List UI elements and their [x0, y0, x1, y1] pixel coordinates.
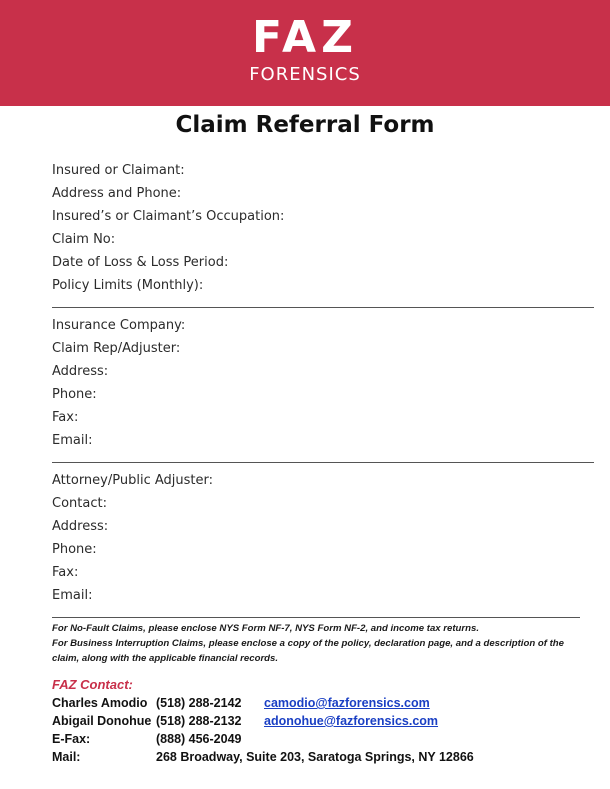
field-insurance-email: Email:: [52, 433, 93, 448]
field-attorney-fax: Fax:: [52, 565, 79, 580]
contact-email-link[interactable]: adonohue@fazforensics.com: [264, 714, 439, 728]
field-insurance-company: Insurance Company:: [52, 318, 186, 333]
divider: [52, 617, 580, 618]
efax-label: E-Fax:: [52, 732, 91, 746]
field-attorney-email: Email:: [52, 588, 93, 603]
contact-email-link[interactable]: camodio@fazforensics.com: [264, 696, 430, 710]
field-attorney-address: Address:: [52, 519, 109, 534]
note-business-interruption: For Business Interruption Claims, please enclose a copy of the policy, declaration page, and a description of the claim, along with the applicable financial records.: [52, 638, 564, 664]
field-attorney-phone: Phone:: [52, 542, 97, 557]
page-title: Claim Referral Form: [175, 112, 435, 138]
divider: [52, 462, 594, 463]
field-attorney-contact: Contact:: [52, 496, 107, 511]
efax-value: (888) 456-2049: [156, 732, 242, 746]
divider: [52, 307, 594, 308]
mail-label: Mail:: [52, 750, 81, 764]
contact-heading: FAZ Contact:: [52, 677, 133, 692]
field-policy-limits: Policy Limits (Monthly):: [52, 278, 204, 293]
note-no-fault: For No-Fault Claims, please enclose NYS Form NF-7, NYS Form NF-2, and income tax returns.: [52, 623, 480, 634]
field-date-of-loss: Date of Loss & Loss Period:: [52, 255, 229, 270]
mail-address: 268 Broadway, Suite 203, Saratoga Springs, NY 12866: [156, 750, 474, 764]
field-occupation: Insured’s or Claimant’s Occupation:: [52, 209, 285, 224]
field-insurance-address: Address:: [52, 364, 109, 379]
field-insured-claimant: Insured or Claimant:: [52, 163, 185, 178]
field-insurance-fax: Fax:: [52, 410, 79, 425]
contact-name: Abigail Donohue: [52, 714, 152, 728]
contact-phone: (518) 288-2132: [156, 714, 242, 728]
field-attorney: Attorney/Public Adjuster:: [52, 473, 213, 488]
contact-phone: (518) 288-2142: [156, 696, 242, 710]
brand-subtitle: FORENSICS: [249, 64, 361, 85]
header-banner: [0, 0, 610, 106]
brand-logo: FAZ: [252, 12, 358, 63]
field-claim-rep: Claim Rep/Adjuster:: [52, 341, 181, 356]
field-claim-no: Claim No:: [52, 232, 116, 247]
field-address-phone: Address and Phone:: [52, 186, 182, 201]
field-insurance-phone: Phone:: [52, 387, 97, 402]
contact-name: Charles Amodio: [52, 696, 148, 710]
